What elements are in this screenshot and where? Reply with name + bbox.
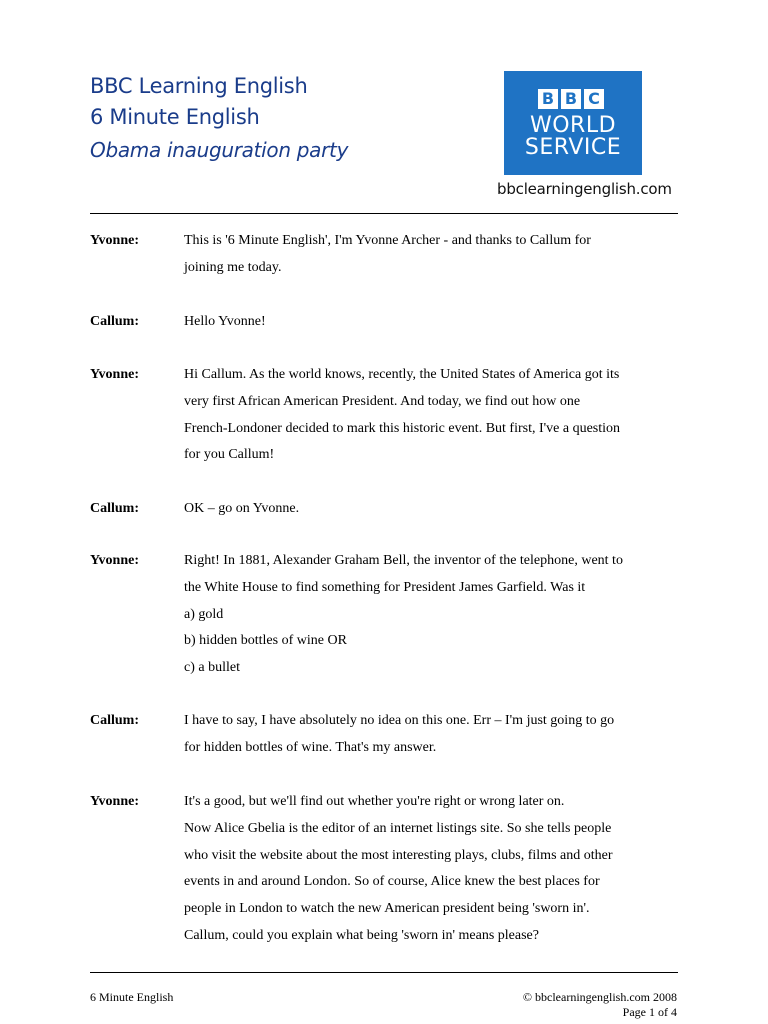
turn-text xyxy=(184,496,684,523)
site-url: bbclearningenglish.com xyxy=(497,180,672,198)
bbc-block-b2: B xyxy=(561,89,581,109)
turn-text xyxy=(184,309,684,336)
speaker-label: Yvonne: xyxy=(90,794,140,809)
answer-option-a: a) gold xyxy=(184,606,224,622)
turn-text xyxy=(184,362,684,469)
bbc-blocks xyxy=(538,89,604,109)
bbc-block-c: C xyxy=(584,89,604,109)
text-line: OK – go on Yvonne. xyxy=(184,501,300,516)
answer-option-c: c) a bullet xyxy=(184,660,240,676)
footer-copyright: © bbclearningenglish.com 2008 xyxy=(522,990,677,1004)
turn-text xyxy=(184,228,684,282)
turn-text xyxy=(184,548,684,682)
text-line: Right! In 1881, Alexander Graham Bell, the inventor of the telephone, went to xyxy=(184,553,623,568)
text-line: It's a good, but we'll find out whether you're right or wrong later on. xyxy=(184,794,565,809)
bbc-world-service-logo xyxy=(504,71,642,175)
speaker-label: Yvonne: xyxy=(90,553,140,568)
text-line: who visit the website about the most interesting plays, clubs, films and other xyxy=(184,847,613,863)
text-line: Hello Yvonne! xyxy=(184,314,266,329)
speaker-label: Yvonne: xyxy=(90,367,140,382)
footer-right xyxy=(480,990,677,1020)
footer-divider xyxy=(90,972,678,973)
text-line: for hidden bottles of wine. That's my answer. xyxy=(184,739,437,755)
turn-text xyxy=(184,708,684,762)
logo-service-text: SERVICE xyxy=(524,135,622,160)
speaker-label: Yvonne: xyxy=(90,233,140,248)
header-divider xyxy=(90,213,678,214)
text-line: I have to say, I have absolutely no idea on this one. Err – I'm just going to go xyxy=(184,713,615,728)
text-line: joining me today. xyxy=(184,259,282,275)
speaker-label: Callum: xyxy=(90,713,139,728)
answer-option-b: b) hidden bottles of wine OR xyxy=(184,633,347,649)
bbc-block-b1: B xyxy=(538,89,558,109)
programme-title: 6 Minute English xyxy=(90,105,260,129)
text-line: Callum, could you explain what being 'sworn in' means please? xyxy=(184,927,539,943)
text-line: people in London to watch the new American president being 'sworn in'. xyxy=(184,901,590,917)
text-line: Hi Callum. As the world knows, recently, the United States of America got its xyxy=(184,367,620,382)
document-title: BBC Learning English xyxy=(90,74,308,98)
text-line: events in and around London. So of course, Alice knew the best places for xyxy=(184,874,600,890)
footer-programme-name: 6 Minute English xyxy=(90,990,174,1004)
turn-text xyxy=(184,789,684,950)
text-line: very first African American President. And today, we find out how one xyxy=(184,393,581,409)
episode-subtitle: Obama inauguration party xyxy=(90,138,349,162)
text-line: French-Londoner decided to mark this historic event. But first, I've a question xyxy=(184,420,621,436)
logo-world-text: WORLD xyxy=(529,113,617,138)
text-line: This is '6 Minute English', I'm Yvonne Archer - and thanks to Callum for xyxy=(184,233,591,248)
text-line: for you Callum! xyxy=(184,447,275,463)
speaker-label: Callum: xyxy=(90,314,139,329)
speaker-label: Callum: xyxy=(90,501,139,516)
page-number: Page 1 of 4 xyxy=(622,1005,677,1019)
text-line: the White House to find something for President James Garfield. Was it xyxy=(184,579,586,595)
text-line: Now Alice Gbelia is the editor of an internet listings site. So she tells people xyxy=(184,820,612,836)
